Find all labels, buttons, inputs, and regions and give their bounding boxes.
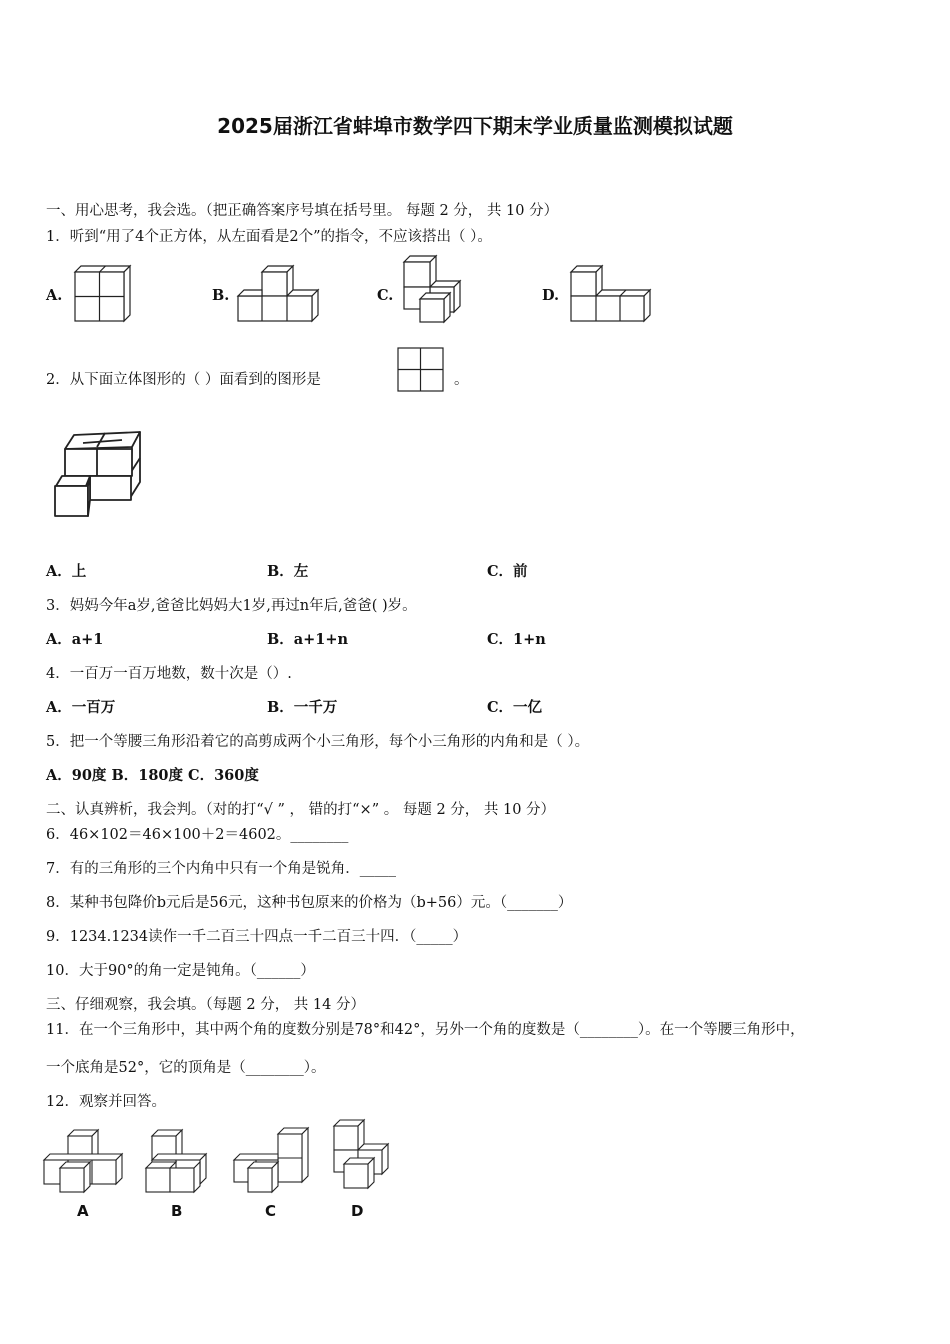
q2-text-end: 。 — [454, 372, 469, 388]
section1-heading: 一、用心思考，我会选。（把正确答案序号填在括号里。 每题 2 分， 共 10 分） — [46, 203, 559, 219]
q2-option-b: B．左 — [267, 563, 309, 580]
q12-label-b: B — [171, 1202, 183, 1220]
q2-text: 2．从下面立体图形的（ ）面看到的图形是 — [46, 372, 321, 388]
q12-figure-c — [232, 1126, 312, 1194]
section3-heading: 三、仔细观察，我会填。（每题 2 分， 共 14 分） — [46, 997, 365, 1013]
q1-option-b-figure — [236, 264, 320, 326]
q12-figure-d — [330, 1118, 392, 1194]
q1-option-b-label: B. — [212, 287, 230, 304]
q12-label-c: C — [265, 1202, 277, 1220]
q10-text: 10．大于90°的角一定是钝角。（______） — [46, 963, 315, 979]
q2-option-c: C．前 — [487, 563, 528, 580]
q9-text: 9．1234.1234读作一千二百三十四点一千二百三十四．（_____） — [46, 929, 468, 945]
q7-text: 7．有的三角形的三个内角中只有一个角是锐角．_____ — [46, 861, 396, 877]
q8-text: 8．某种书包降价b元后是56元，这种书包原来的价格为（b+56）元。（_______） — [46, 895, 573, 911]
q4-text: 4．一百万一百万地数，数十次是（）. — [46, 666, 292, 682]
q11-text-line1: 11．在一个三角形中，其中两个角的度数分别是78°和42°，另外一个角的度数是（________）。在一个等腰三角形中， — [46, 1022, 805, 1038]
q2-option-a: A．上 — [46, 563, 87, 580]
q1-text: 1．听到“用了4个正方体，从左面看是2个”的指令，不应该搭出（ ）。 — [46, 229, 492, 245]
q3-option-c: C．1+n — [487, 631, 546, 648]
q4-option-b: B．一千万 — [267, 699, 338, 716]
q12-label-d: D — [351, 1202, 364, 1220]
q3-option-b: B．a+1+n — [267, 631, 349, 648]
q1-option-c-figure — [400, 254, 466, 326]
q1-option-a-label: A. — [46, 287, 63, 304]
q1-option-c-label: C. — [377, 287, 394, 304]
q12-text: 12．观察并回答。 — [46, 1094, 166, 1110]
page-title: 2025届浙江省蚌埠市数学四下期末学业质量监测模拟试题 — [217, 114, 733, 138]
q4-option-a: A．一百万 — [46, 699, 116, 716]
q4-option-c: C．一亿 — [487, 699, 543, 716]
q12-figure-a — [42, 1128, 124, 1194]
q3-text: 3．妈妈今年a岁,爸爸比妈妈大1岁,再过n年后,爸爸( )岁。 — [46, 598, 417, 614]
q6-text: 6．46×102＝46×100＋2＝4602。________ — [46, 827, 349, 843]
q11-text-line2: 一个底角是52°，它的顶角是（________）。 — [46, 1060, 326, 1076]
q1-option-d-label: D. — [542, 287, 560, 304]
q3-option-a: A．a+1 — [46, 631, 104, 648]
q5-options: A．90度 B．180度 C．360度 — [46, 767, 259, 784]
q2-solid-figure — [50, 428, 146, 522]
q1-option-d-figure — [568, 264, 652, 326]
q12-figure-b — [142, 1128, 210, 1194]
q2-view-figure — [396, 346, 446, 394]
q5-text: 5．把一个等腰三角形沿着它的高剪成两个小三角形，每个小三角形的内角和是（ ）。 — [46, 734, 590, 750]
section2-heading: 二、认真辨析，我会判。（对的打“√ ” ， 错的打“×” 。 每题 2 分， 共 10 分） — [46, 802, 556, 818]
q1-option-a-figure — [72, 264, 134, 326]
q12-label-a: A — [77, 1202, 89, 1220]
